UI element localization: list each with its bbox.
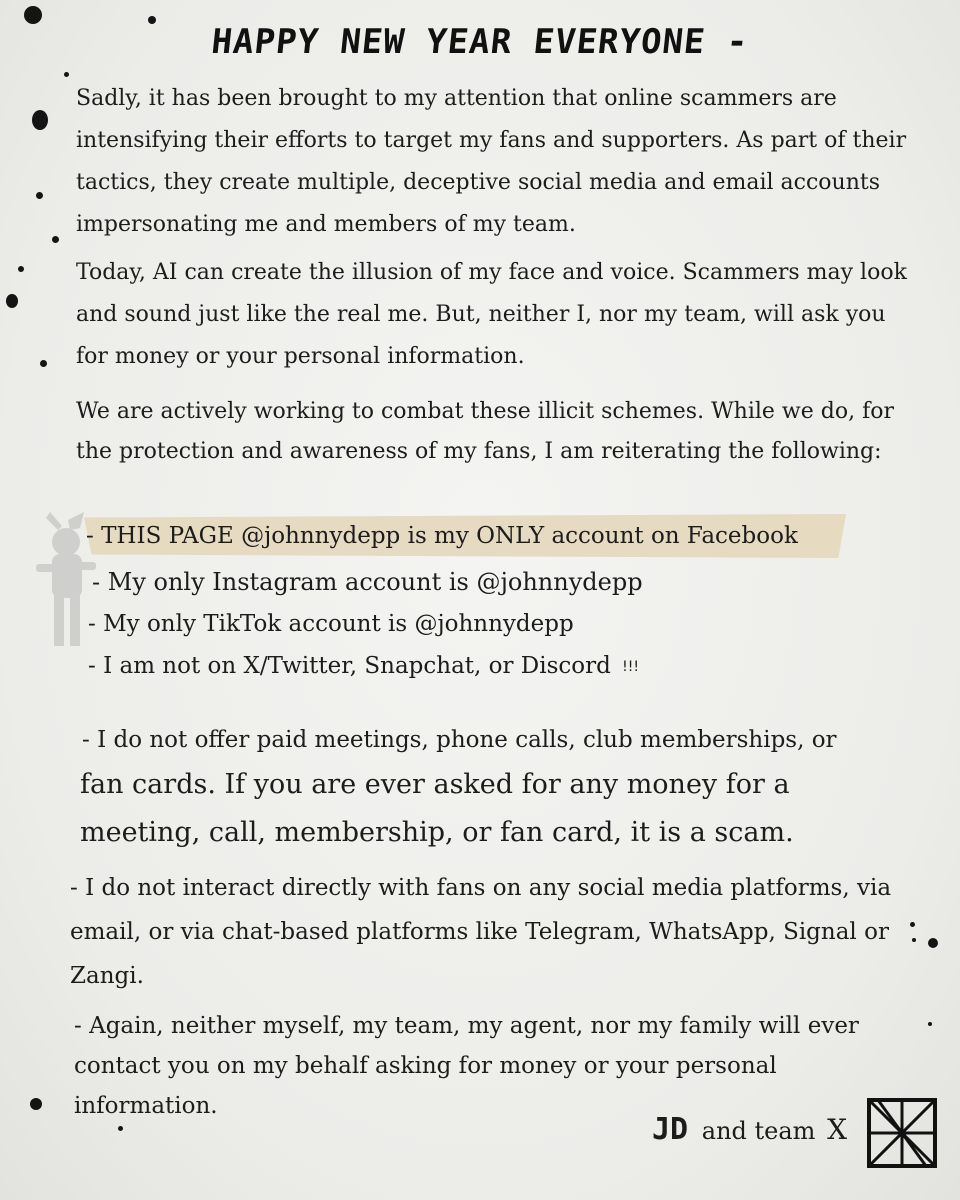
paragraph-scammers: Sadly, it has been brought to my attention that online scammers are intensifying their efforts to target my fans and supporters. As part of their tactics, they create multiple, deceptive social media and email accounts impersonating me and members of my team. [76, 86, 907, 237]
tiktok-account-line: - My only TikTok account is @johnnydepp [88, 611, 574, 637]
ink-splatter [928, 1022, 932, 1026]
ink-splatter [52, 236, 59, 243]
not-on-platforms-text: - I am not on X/Twitter, Snapchat, or Discord [88, 653, 611, 679]
page-title: HAPPY NEW YEAR EVERYONE - [209, 22, 751, 62]
paid-meetings-line-2: fan cards. If you are ever asked for any money for a [80, 769, 790, 800]
ink-splatter [118, 1126, 123, 1131]
ink-splatter [36, 192, 43, 199]
ink-splatter [40, 360, 47, 367]
signature-mark: X [827, 1113, 848, 1146]
ink-splatter [928, 938, 938, 948]
paragraph-ai: Today, AI can create the illusion of my face and voice. Scammers may look and sound just like the real me. But, neither I, nor my team, will ask you for money or your personal information. [76, 260, 907, 369]
ink-splatter [32, 110, 48, 130]
paid-meetings-line-1: - I do not offer paid meetings, phone calls, club memberships, or [82, 727, 837, 753]
signature-text: and team [701, 1117, 816, 1145]
signature [652, 1112, 847, 1147]
no-interaction-point: - I do not interact directly with fans on any social media platforms, via email, or via chat-based platforms like Telegram, WhatsApp, Signal or Zangi. [70, 875, 892, 989]
paragraph-combat: We are actively working to combat these illicit schemes. While we do, for the protection and awareness of my fans, I am reiterating the following: [76, 399, 894, 464]
ink-splatter [910, 922, 915, 927]
ink-splatter [912, 938, 916, 942]
exclamation-marks: !!! [622, 659, 640, 675]
crossed-box-logo-icon [866, 1097, 938, 1169]
facebook-account-line: - THIS PAGE @johnnydepp is my ONLY account on Facebook [86, 523, 798, 549]
not-on-platforms-line [88, 650, 639, 682]
ink-splatter [64, 72, 69, 77]
ink-splatter [30, 1098, 42, 1110]
signature-initials: JD [652, 1112, 689, 1147]
ink-splatter [18, 266, 24, 272]
paid-meetings-line-3: meeting, call, membership, or fan card, it is a scam. [80, 817, 794, 848]
again-point: - Again, neither myself, my team, my agent, nor my family will ever contact you on my behalf asking for money or your personal information. [74, 1013, 859, 1119]
ink-splatter [6, 294, 18, 308]
instagram-account-line: - My only Instagram account is @johnnydepp [92, 568, 643, 596]
